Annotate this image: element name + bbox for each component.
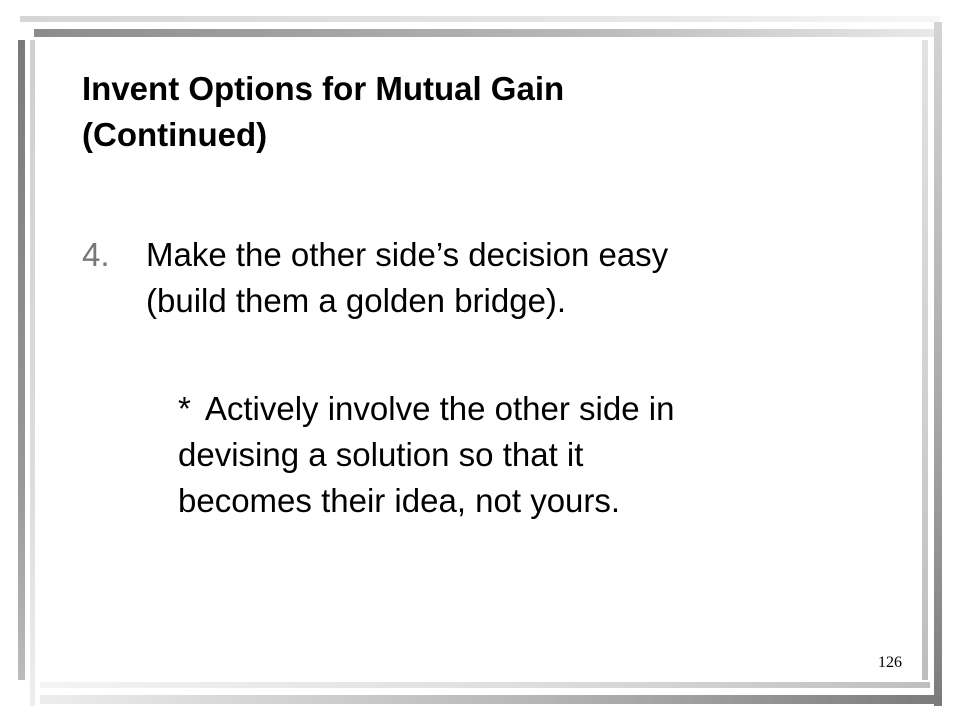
list-item-line-2: (build them a golden bridge). bbox=[146, 282, 567, 319]
asterisk-marker: * bbox=[178, 390, 191, 427]
border-top-outer bbox=[20, 16, 940, 22]
list-item-line-1: Make the other side’s decision easy bbox=[146, 236, 669, 273]
list-item-text bbox=[146, 232, 906, 324]
sub-item-line-2: devising a solution so that it bbox=[178, 436, 584, 473]
border-left-outer bbox=[18, 40, 25, 680]
border-left-inner bbox=[30, 40, 35, 706]
border-bottom-inner bbox=[40, 682, 930, 688]
list-item-number: 4. bbox=[82, 236, 110, 273]
slide-title bbox=[82, 66, 902, 158]
sub-item bbox=[178, 386, 878, 524]
slide-title-line-1: Invent Options for Mutual Gain bbox=[82, 70, 565, 107]
border-bottom-outer bbox=[40, 695, 942, 704]
border-top-inner bbox=[34, 29, 940, 37]
sub-item-line-1 bbox=[178, 386, 878, 432]
page-number: 126 bbox=[878, 654, 902, 671]
border-right-inner bbox=[922, 40, 928, 680]
border-right-outer bbox=[934, 22, 942, 706]
slide-title-line-2: (Continued) bbox=[82, 116, 268, 153]
sub-item-line-1-text: Actively involve the other side in bbox=[204, 390, 675, 427]
sub-item-line-3: becomes their idea, not yours. bbox=[178, 482, 621, 519]
